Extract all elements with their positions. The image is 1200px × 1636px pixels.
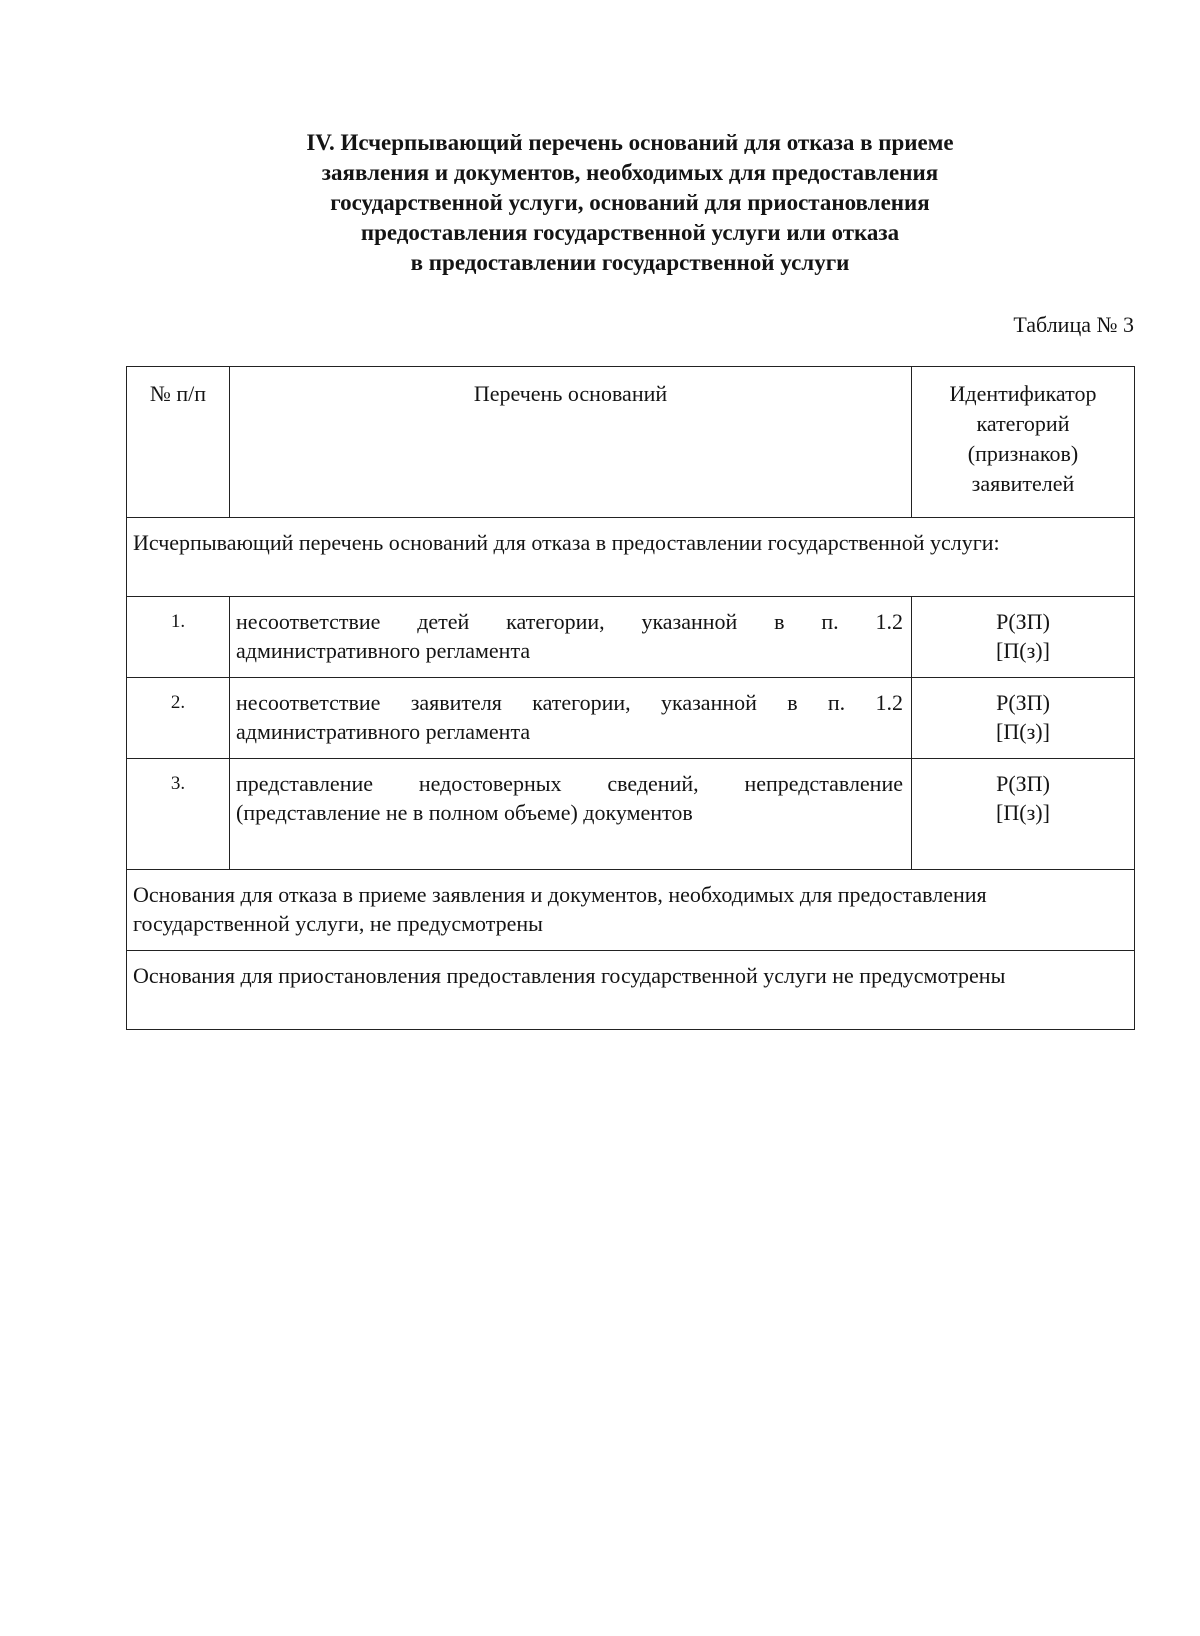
acceptance-refusal-note: Основания для отказа в приеме заявления и документов, необходимых для предоставления государственной услуги, не предусмотрены: [127, 870, 1135, 951]
row-identifier-line: Р(ЗП): [996, 609, 1050, 634]
header-number: № п/п: [127, 367, 230, 518]
refusal-section-title: Исчерпывающий перечень оснований для отказа в предоставлении государственной услуги:: [127, 518, 1135, 597]
row-identifier-line: [П(з)]: [996, 719, 1050, 744]
refusal-section-row: [127, 518, 1135, 597]
section-title-line: предоставления государственной услуги или отказа: [360, 220, 900, 245]
row-ground-text: представление недостоверных сведений, непредставление (представление не в полном объеме) документов: [230, 759, 912, 870]
grounds-table: [126, 366, 1135, 1030]
acceptance-refusal-row: [127, 870, 1135, 951]
row-number: 1.: [127, 597, 230, 678]
section-title-line: IV. Исчерпывающий перечень оснований для отказа в приеме: [306, 130, 954, 155]
row-identifier-line: Р(ЗП): [996, 771, 1050, 796]
row-number: 2.: [127, 678, 230, 759]
row-identifier-line: [П(з)]: [996, 800, 1050, 825]
table-row: [127, 678, 1135, 759]
header-grounds: Перечень оснований: [230, 367, 912, 518]
table-caption: Таблица № 3: [1013, 312, 1134, 337]
row-ground-text: несоответствие заявителя категории, указанной в п. 1.2 административного регламента: [230, 678, 912, 759]
header-identifier: [912, 367, 1135, 518]
section-title-line: заявления и документов, необходимых для предоставления: [321, 160, 939, 185]
suspension-note: Основания для приостановления предоставления государственной услуги не предусмотрены: [127, 951, 1135, 1030]
row-identifier-line: [П(з)]: [996, 638, 1050, 663]
row-number: 3.: [127, 759, 230, 870]
row-identifier: [912, 759, 1135, 870]
row-identifier: [912, 597, 1135, 678]
row-identifier-line: Р(ЗП): [996, 690, 1050, 715]
section-title: [200, 128, 1060, 278]
table-row: [127, 759, 1135, 870]
section-title-line: в предоставлении государственной услуги: [410, 250, 850, 275]
table-row: [127, 597, 1135, 678]
section-title-line: государственной услуги, оснований для приостановления: [330, 190, 930, 215]
header-identifier-line: (признаков): [967, 441, 1079, 466]
header-identifier-line: Идентификатор: [949, 381, 1097, 406]
row-identifier: [912, 678, 1135, 759]
row-ground-text: несоответствие детей категории, указанной в п. 1.2 административного регламента: [230, 597, 912, 678]
header-identifier-line: заявителей: [971, 471, 1075, 496]
suspension-row: [127, 951, 1135, 1030]
header-identifier-line: категорий: [976, 411, 1070, 436]
table-header-row: [127, 367, 1135, 518]
